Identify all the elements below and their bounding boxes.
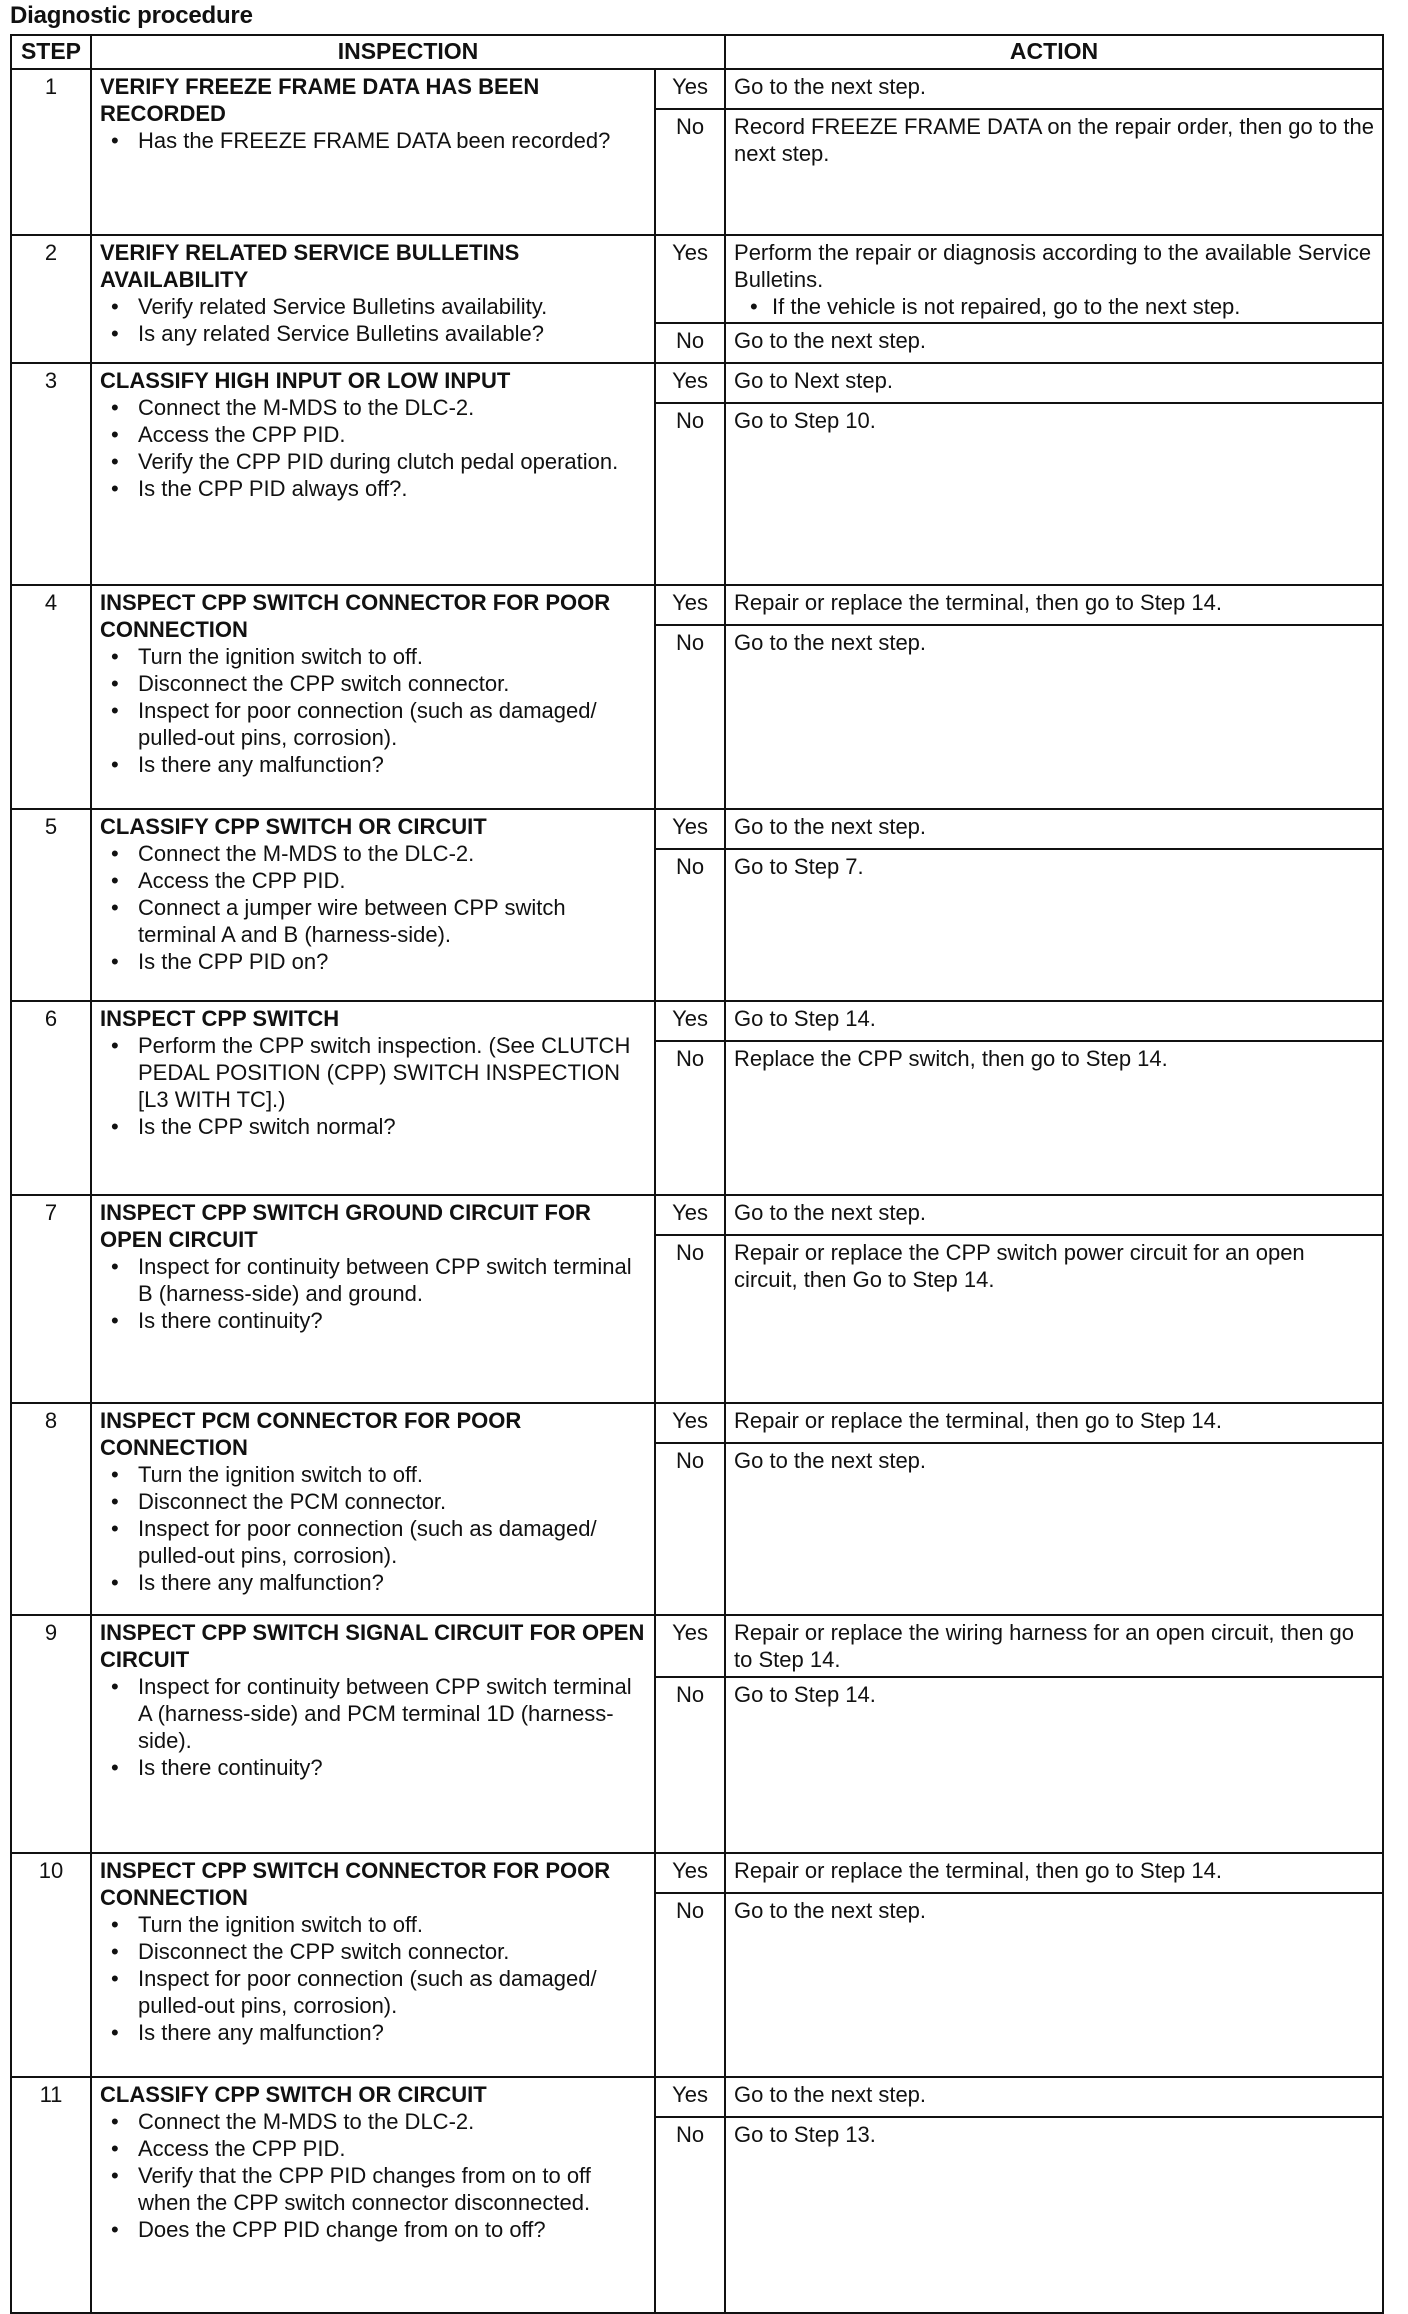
inspection-title: INSPECT PCM CONNECTOR FOR POOR CONNECTION: [100, 1408, 522, 1460]
inspection-title: INSPECT CPP SWITCH: [100, 1006, 340, 1031]
yes-action-text: Perform the repair or diagnosis according to the available Service Bulletins.: [734, 240, 1372, 292]
no-label: No: [655, 1677, 725, 1853]
yes-action: [725, 1195, 1383, 1235]
diagnostic-procedure-table: [10, 34, 1384, 2314]
inspection-checklist: [100, 643, 646, 778]
yes-label: Yes: [655, 1853, 725, 1893]
no-action: Go to Step 14.: [725, 1677, 1383, 1853]
inspection-checklist: [100, 127, 646, 154]
table-row: [11, 235, 1383, 323]
no-label: No: [655, 2117, 725, 2313]
table-row: [11, 1853, 1383, 1893]
inspection-item: • Access the CPP PID.: [100, 421, 646, 448]
inspection-item: • Disconnect the CPP switch connector.: [100, 1938, 646, 1965]
yes-label: Yes: [655, 1615, 725, 1677]
inspection-checklist: [100, 1032, 646, 1140]
table-row: [11, 2077, 1383, 2117]
no-action: Go to the next step.: [725, 1893, 1383, 2077]
inspection-item: • Disconnect the PCM connector.: [100, 1488, 646, 1515]
step-number: 11: [11, 2077, 91, 2313]
inspection-item: • Is the CPP PID always off?.: [100, 475, 646, 502]
inspection-checklist: [100, 1253, 646, 1334]
inspection-item: • Connect a jumper wire between CPP switch terminal A and B (harness-side).: [100, 894, 646, 948]
inspection-item: • Connect the M-MDS to the DLC-2.: [100, 840, 646, 867]
inspection-title: VERIFY RELATED SERVICE BULLETINS AVAILABILITY: [100, 240, 520, 292]
yes-label: Yes: [655, 2077, 725, 2117]
inspection-title: INSPECT CPP SWITCH SIGNAL CIRCUIT FOR OPEN CIRCUIT: [100, 1620, 645, 1672]
inspection-cell: [91, 1615, 655, 1853]
no-label: No: [655, 323, 725, 363]
no-action: Go to the next step.: [725, 625, 1383, 809]
inspection-item: • Verify the CPP PID during clutch pedal operation.: [100, 448, 646, 475]
inspection-item: • Connect the M-MDS to the DLC-2.: [100, 394, 646, 421]
no-label: No: [655, 403, 725, 585]
no-label: No: [655, 1235, 725, 1403]
inspection-cell: [91, 69, 655, 235]
inspection-item: • Turn the ignition switch to off.: [100, 1461, 646, 1488]
step-number: 10: [11, 1853, 91, 2077]
inspection-cell: [91, 585, 655, 809]
inspection-item: • Is the CPP PID on?: [100, 948, 646, 975]
yes-action-text: Go to the next step.: [734, 814, 927, 839]
yes-action-text: Repair or replace the terminal, then go to Step 14.: [734, 1408, 1222, 1433]
no-action: Go to Step 7.: [725, 849, 1383, 1001]
inspection-item: • Is any related Service Bulletins available?: [100, 320, 646, 347]
yes-action: [725, 235, 1383, 323]
yes-action-item: • If the vehicle is not repaired, go to the next step.: [734, 293, 1374, 320]
no-action: Replace the CPP switch, then go to Step 14.: [725, 1041, 1383, 1195]
inspection-item: • Turn the ignition switch to off.: [100, 1911, 646, 1938]
yes-label: Yes: [655, 1195, 725, 1235]
inspection-cell: [91, 1001, 655, 1195]
table-row: [11, 1615, 1383, 1677]
step-number: 1: [11, 69, 91, 235]
yes-action: [725, 69, 1383, 109]
inspection-item: • Is there any malfunction?: [100, 2019, 646, 2046]
step-number: 8: [11, 1403, 91, 1615]
yes-action-text: Go to Next step.: [734, 368, 893, 393]
table-row: [11, 585, 1383, 625]
table-row: [11, 1195, 1383, 1235]
yes-label: Yes: [655, 1001, 725, 1041]
yes-label: Yes: [655, 235, 725, 323]
inspection-item: • Is there continuity?: [100, 1754, 646, 1781]
inspection-cell: [91, 1853, 655, 2077]
inspection-checklist: [100, 394, 646, 502]
yes-action-text: Go to the next step.: [734, 1200, 927, 1225]
inspection-cell: [91, 1403, 655, 1615]
table-row: [11, 69, 1383, 109]
inspection-title: CLASSIFY CPP SWITCH OR CIRCUIT: [100, 814, 487, 839]
inspection-title: INSPECT CPP SWITCH CONNECTOR FOR POOR CONNECTION: [100, 590, 611, 642]
inspection-item: • Has the FREEZE FRAME DATA been recorded?: [100, 127, 646, 154]
yes-action-list: [734, 293, 1374, 320]
no-action: Go to Step 10.: [725, 403, 1383, 585]
inspection-item: • Inspect for poor connection (such as damaged/ pulled-out pins, corrosion).: [100, 1965, 646, 2019]
yes-action-text: Go to Step 14.: [734, 1006, 876, 1031]
inspection-item: • Inspect for continuity between CPP switch terminal B (harness-side) and ground.: [100, 1253, 646, 1307]
inspection-item: • Turn the ignition switch to off.: [100, 643, 646, 670]
inspection-cell: [91, 2077, 655, 2313]
yes-action-text: Repair or replace the wiring harness for an open circuit, then go to Step 14.: [734, 1620, 1355, 1672]
no-action: Repair or replace the CPP switch power circuit for an open circuit, then Go to Step 14.: [725, 1235, 1383, 1403]
inspection-title: CLASSIFY HIGH INPUT OR LOW INPUT: [100, 368, 511, 393]
inspection-item: • Disconnect the CPP switch connector.: [100, 670, 646, 697]
inspection-checklist: [100, 1911, 646, 2046]
inspection-item: • Inspect for continuity between CPP switch terminal A (harness-side) and PCM terminal 1D (harness-side).: [100, 1673, 646, 1754]
yes-action: [725, 363, 1383, 403]
inspection-item: • Is there any malfunction?: [100, 751, 646, 778]
table-row: [11, 1403, 1383, 1443]
inspection-cell: [91, 363, 655, 585]
inspection-item: • Does the CPP PID change from on to off?: [100, 2216, 646, 2243]
yes-action-text: Go to the next step.: [734, 74, 927, 99]
step-number: 7: [11, 1195, 91, 1403]
yes-action: [725, 2077, 1383, 2117]
header-step: STEP: [11, 35, 91, 69]
step-number: 2: [11, 235, 91, 363]
inspection-title: INSPECT CPP SWITCH CONNECTOR FOR POOR CONNECTION: [100, 1858, 611, 1910]
inspection-title: VERIFY FREEZE FRAME DATA HAS BEEN RECORDED: [100, 74, 540, 126]
inspection-item: • Is there any malfunction?: [100, 1569, 646, 1596]
yes-label: Yes: [655, 809, 725, 849]
inspection-item: • Access the CPP PID.: [100, 867, 646, 894]
yes-action: [725, 1001, 1383, 1041]
no-label: No: [655, 625, 725, 809]
inspection-item: • Connect the M-MDS to the DLC-2.: [100, 2108, 646, 2135]
table-header-row: [11, 35, 1383, 69]
yes-label: Yes: [655, 69, 725, 109]
inspection-item: • Inspect for poor connection (such as damaged/ pulled-out pins, corrosion).: [100, 697, 646, 751]
yes-action: [725, 809, 1383, 849]
table-row: [11, 809, 1383, 849]
inspection-checklist: [100, 293, 646, 347]
header-inspection: INSPECTION: [91, 35, 725, 69]
no-label: No: [655, 1443, 725, 1615]
no-action: Go to the next step.: [725, 323, 1383, 363]
yes-action-text: Repair or replace the terminal, then go to Step 14.: [734, 1858, 1222, 1883]
table-row: [11, 363, 1383, 403]
no-label: No: [655, 849, 725, 1001]
document-title: Diagnostic procedure: [10, 2, 253, 29]
yes-action: [725, 585, 1383, 625]
yes-action: [725, 1853, 1383, 1893]
yes-action: [725, 1403, 1383, 1443]
table-row: [11, 1001, 1383, 1041]
step-number: 9: [11, 1615, 91, 1853]
inspection-checklist: [100, 1461, 646, 1596]
inspection-cell: [91, 1195, 655, 1403]
inspection-title: INSPECT CPP SWITCH GROUND CIRCUIT FOR OPEN CIRCUIT: [100, 1200, 591, 1252]
step-number: 3: [11, 363, 91, 585]
no-label: No: [655, 1893, 725, 2077]
no-action: Record FREEZE FRAME DATA on the repair order, then go to the next step.: [725, 109, 1383, 235]
inspection-item: • Verify that the CPP PID changes from on to off when the CPP switch connector disconnected.: [100, 2162, 646, 2216]
step-number: 4: [11, 585, 91, 809]
yes-action-text: Repair or replace the terminal, then go to Step 14.: [734, 590, 1222, 615]
yes-label: Yes: [655, 1403, 725, 1443]
step-number: 6: [11, 1001, 91, 1195]
no-action: Go to the next step.: [725, 1443, 1383, 1615]
inspection-item: • Verify related Service Bulletins availability.: [100, 293, 646, 320]
no-label: No: [655, 109, 725, 235]
table-body: [11, 69, 1383, 2313]
inspection-item: • Is there continuity?: [100, 1307, 646, 1334]
inspection-checklist: [100, 840, 646, 975]
header-action: ACTION: [725, 35, 1383, 69]
inspection-checklist: [100, 2108, 646, 2243]
yes-action-text: Go to the next step.: [734, 2082, 927, 2107]
yes-action: [725, 1615, 1383, 1677]
no-action: Go to Step 13.: [725, 2117, 1383, 2313]
inspection-item: • Perform the CPP switch inspection. (See CLUTCH PEDAL POSITION (CPP) SWITCH INSPECTION [L3 WITH TC].): [100, 1032, 646, 1113]
inspection-item: • Access the CPP PID.: [100, 2135, 646, 2162]
inspection-cell: [91, 809, 655, 1001]
inspection-cell: [91, 235, 655, 363]
yes-label: Yes: [655, 585, 725, 625]
yes-label: Yes: [655, 363, 725, 403]
inspection-item: • Inspect for poor connection (such as damaged/ pulled-out pins, corrosion).: [100, 1515, 646, 1569]
step-number: 5: [11, 809, 91, 1001]
inspection-checklist: [100, 1673, 646, 1781]
inspection-title: CLASSIFY CPP SWITCH OR CIRCUIT: [100, 2082, 487, 2107]
no-label: No: [655, 1041, 725, 1195]
inspection-item: • Is the CPP switch normal?: [100, 1113, 646, 1140]
